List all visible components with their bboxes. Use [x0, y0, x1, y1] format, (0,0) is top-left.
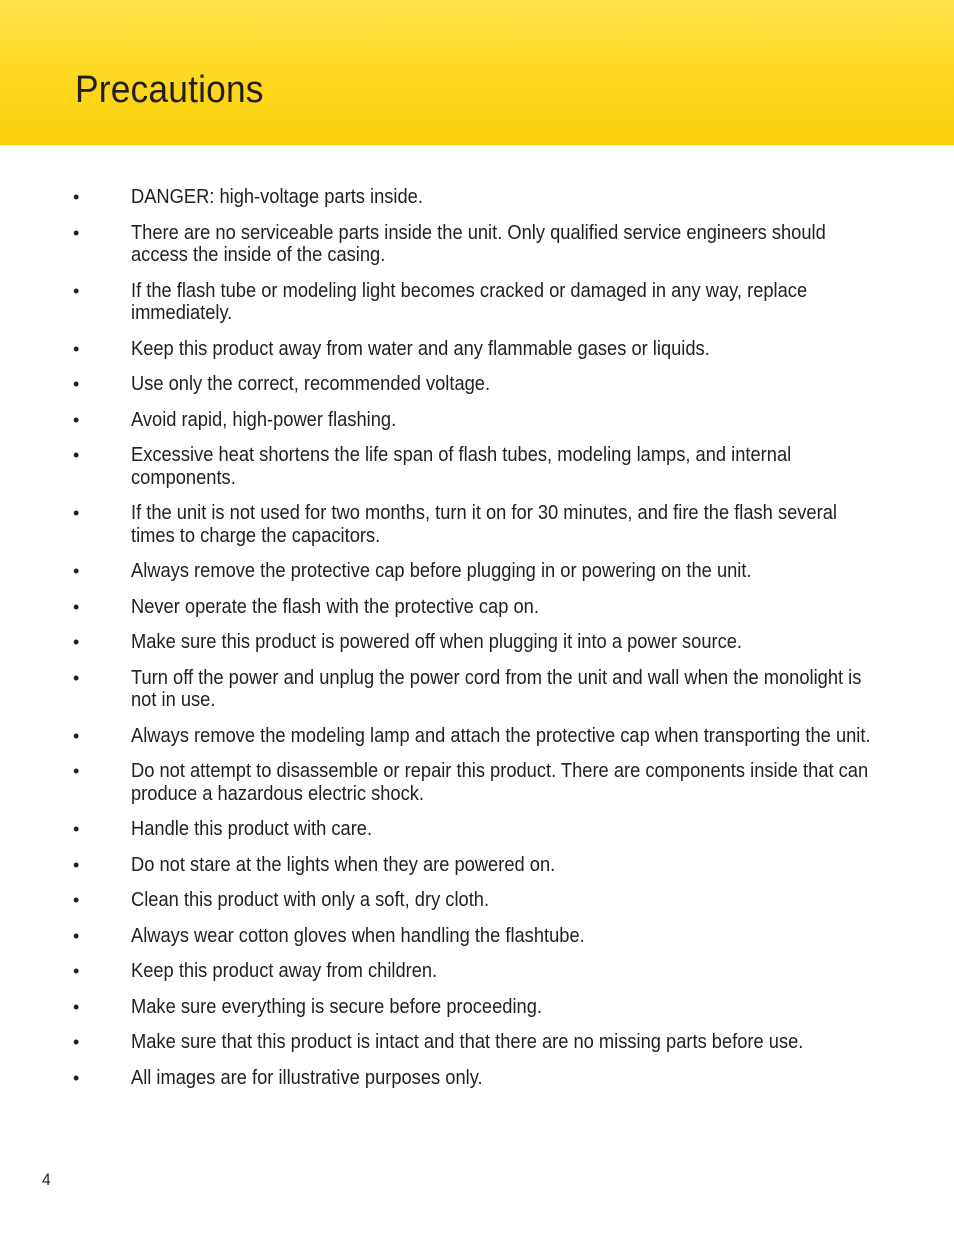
bullet-icon: • — [73, 280, 80, 301]
bullet-icon: • — [73, 667, 80, 688]
bullet-icon: • — [73, 1032, 80, 1052]
list-item-text: Turn off the power and unplug the power cord from the unit and wall when the monolight is not in use. — [131, 666, 862, 711]
list-item — [0, 818, 954, 841]
page-title: Precautions — [75, 69, 264, 111]
list-item-text: Never operate the flash with the protective cap on. — [131, 595, 539, 618]
list-item-text: There are no serviceable parts inside the unit. Only qualified service engineers should access the inside of the casing. — [131, 221, 826, 266]
list-item — [0, 222, 954, 267]
list-item-text: Do not stare at the lights when they are powered on. — [131, 853, 556, 876]
bullet-icon: • — [73, 1067, 80, 1088]
bullet-icon: • — [73, 187, 80, 207]
list-item — [0, 596, 954, 619]
bullet-icon: • — [73, 819, 80, 839]
list-item — [0, 854, 954, 877]
bullet-icon: • — [73, 961, 80, 981]
list-item — [0, 373, 954, 396]
bullet-icon: • — [73, 854, 80, 875]
list-item — [0, 444, 954, 489]
list-item — [0, 960, 954, 983]
list-item-text: All images are for illustrative purposes only. — [131, 1066, 483, 1089]
list-item-text: If the unit is not used for two months, turn it on for 30 minutes, and fire the flash several times to charge the capacitors. — [131, 502, 837, 547]
list-item — [0, 502, 954, 547]
list-item-text: Keep this product away from children. — [131, 960, 438, 982]
bullet-icon: • — [73, 503, 80, 523]
list-item — [0, 996, 954, 1019]
list-item-text: Avoid rapid, high-power flashing. — [131, 408, 397, 431]
list-item-text: Handle this product with care. — [131, 818, 373, 840]
bullet-icon: • — [73, 996, 80, 1017]
bullet-icon: • — [73, 561, 80, 581]
list-item — [0, 760, 954, 805]
bullet-icon: • — [73, 596, 80, 617]
list-item-text: Excessive heat shortens the life span of flash tubes, modeling lamps, and internal components. — [131, 444, 792, 489]
bullet-icon: • — [73, 632, 80, 652]
list-item-text: Make sure this product is powered off when plugging it into a power source. — [131, 631, 743, 653]
bullet-icon: • — [73, 222, 80, 243]
precaution-list — [0, 186, 954, 1102]
list-item — [0, 560, 954, 583]
list-item-text: Always wear cotton gloves when handling the flashtube. — [131, 924, 585, 947]
bullet-icon: • — [73, 925, 80, 946]
page-number: 4 — [42, 1170, 51, 1189]
list-item — [0, 280, 954, 325]
list-item — [0, 631, 954, 654]
bullet-icon: • — [73, 761, 80, 781]
list-item-text: Clean this product with only a soft, dry cloth. — [131, 889, 490, 911]
list-item-text: Make sure everything is secure before proceeding. — [131, 995, 542, 1018]
list-item — [0, 1067, 954, 1090]
bullet-icon: • — [73, 374, 80, 394]
list-item — [0, 725, 954, 748]
list-item — [0, 1031, 954, 1054]
list-item-text: Use only the correct, recommended voltage. — [131, 373, 491, 395]
list-item-text: If the flash tube or modeling light becomes cracked or damaged in any way, replace immediately. — [131, 279, 808, 324]
list-item-text: Do not attempt to disassemble or repair this product. There are components inside that can produce a hazardous electric shock. — [131, 760, 869, 805]
list-item — [0, 667, 954, 712]
bullet-icon: • — [73, 338, 80, 359]
list-item-text: Always remove the protective cap before plugging in or powering on the unit. — [131, 560, 752, 582]
bullet-icon: • — [73, 725, 80, 746]
list-item — [0, 338, 954, 361]
bullet-icon: • — [73, 445, 80, 465]
list-item-text: Always remove the modeling lamp and attach the protective cap when transporting the unit. — [131, 724, 871, 747]
bullet-icon: • — [73, 409, 80, 430]
list-item — [0, 186, 954, 209]
list-item-text: Make sure that this product is intact and that there are no missing parts before use. — [131, 1031, 804, 1053]
list-item-text: Keep this product away from water and any flammable gases or liquids. — [131, 337, 710, 360]
list-item — [0, 409, 954, 432]
bullet-icon: • — [73, 890, 80, 910]
list-item-text: DANGER: high-voltage parts inside. — [131, 186, 423, 208]
list-item — [0, 889, 954, 912]
list-item — [0, 925, 954, 948]
